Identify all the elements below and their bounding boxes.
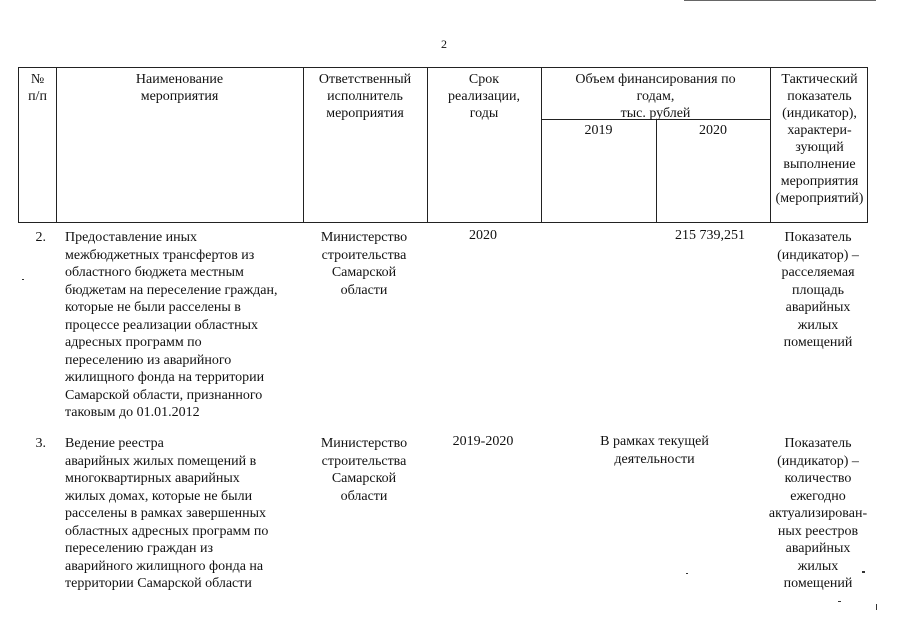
row-2-responsible: Министерство строительства Самарской области [320,230,408,298]
row-3-indicator: Показатель (индикатор) – количество ежегодно актуализирован- ных реестров аварийных жилых помещений [768,436,868,591]
scan-speck [876,604,877,610]
header-num: № п/п [28,72,47,104]
row-2-funding-2020: 215 739,251 [675,228,745,243]
scan-speck [686,573,688,574]
row-3-funding-note: В рамках текущей деятельности [600,434,709,467]
row-3-name: Ведение реестра аварийных жилых помещений в многоквартирных аварийных жилых домах, которые не были расселены в рамках завершенных областных адресных программ по переселению граждан из аварийного жилищного фонда на территории Самарской области [65,436,269,591]
row-2-term: 2020 [469,228,497,243]
header-funding: Объем финансирования по годам, тыс. рублей [575,72,736,121]
row-3-responsible: Министерство строительства Самарской области [320,436,408,504]
top-rule [684,0,876,1]
scan-speck [862,571,865,573]
header-term: Срок реализации, годы [448,72,520,121]
row-3-num: 3. [35,436,46,451]
header-indicator: Тактический показатель (индикатор), характери- зующий выполнение мероприятия (мероприятий) [775,72,864,206]
header-responsible: Ответственный исполнитель мероприятия [318,72,412,121]
row-2-name: Предоставление иных межбюджетных трансфертов из областного бюджета местным бюджетам на переселение граждан, которые не были расселены в процессе реализации областных адресных программ по переселению из аварийного жилищного фонда на территории Самарской области, признанного таковым до 01.01.2012 [65,230,278,420]
row-2-indicator: Показатель (индикатор) – расселяемая площадь аварийных жилых помещений [777,230,859,350]
header-name: Наименование мероприятия [135,72,224,104]
table-header [18,67,868,223]
row-3-term: 2019-2020 [452,434,514,449]
scan-speck [22,279,24,280]
page-number: 2 [441,37,447,51]
row-2-num: 2. [35,230,46,245]
scan-speck [838,601,841,602]
header-year-2020: 2020 [699,123,727,138]
header-year-2019: 2019 [584,123,613,138]
